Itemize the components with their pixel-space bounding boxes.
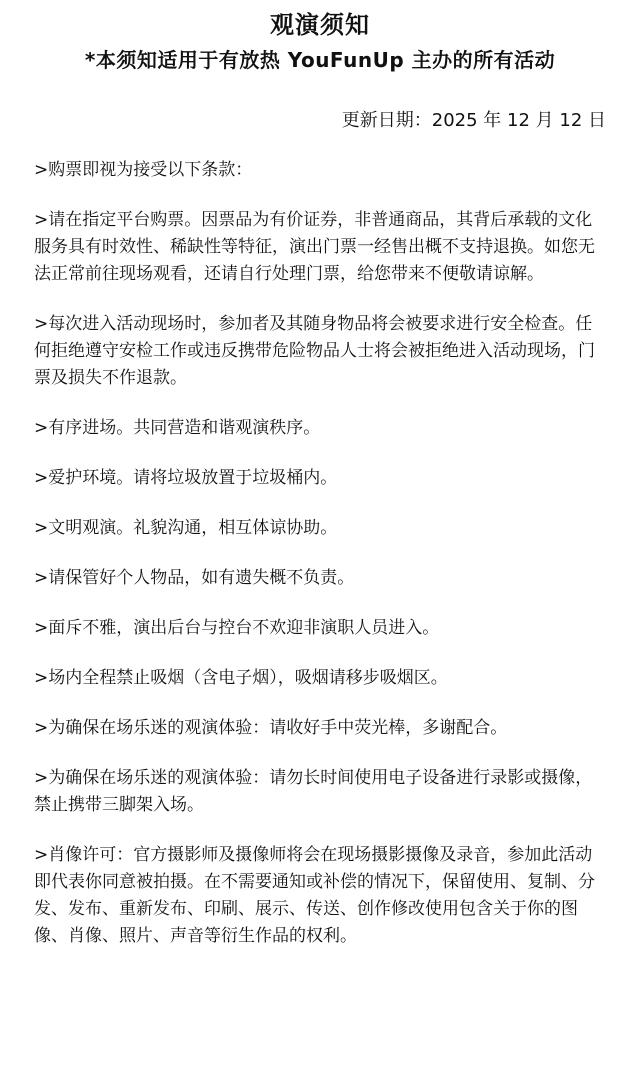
term-orderly-entry: >有序进场。共同营造和谐观演秩序。 xyxy=(34,418,321,438)
term-ticket-purchase: >请在指定平台购票。因票品为有价证券，非普通商品，其背后承载的文化服务具有时效性、稀缺性等特征，演出门票一经售出概不支持退换。如您无法正常前往现场观看，还请自行处理门票，给您带来不便敬请谅解。 xyxy=(34,210,595,284)
term-intro: >购票即视为接受以下条款： xyxy=(34,160,253,180)
term-recording: >为确保在场乐迷的观演体验：请勿长时间使用电子设备进行录影或摄像，禁止携带三脚架入场。 xyxy=(34,768,593,815)
term-civil-viewing: >文明观演。礼貌沟通，相互体谅协助。 xyxy=(34,518,338,538)
term-environment: >爱护环境。请将垃圾放置于垃圾桶内。 xyxy=(34,468,338,488)
document-title: 观演须知 xyxy=(270,11,370,39)
term-portrait-permission: >肖像许可：官方摄影师及摄像师将会在现场摄影摄像及录音，参加此活动即代表你同意被拍摄。在不需要通知或补偿的情况下，保留使用、复制、分发、发布、重新发布、印刷、展示、传送、创作修改使用包含关于你的图像、肖像、照片、声音等衍生作品的权利。 xyxy=(34,845,595,946)
term-personal-belongings: >请保管好个人物品，如有遗失概不负责。 xyxy=(34,568,355,588)
terms-content xyxy=(34,157,608,950)
term-glow-sticks: >为确保在场乐迷的观演体验：请收好手中荧光棒，多谢配合。 xyxy=(34,718,508,738)
term-backstage: >面斥不雅，演出后台与控台不欢迎非演职人员进入。 xyxy=(34,618,440,638)
term-security-check: >每次进入活动现场时，参加者及其随身物品将会被要求进行安全检查。任何拒绝遵守安检工作或违反携带危险物品人士将会被拒绝进入活动现场，门票及损失不作退款。 xyxy=(34,314,595,388)
update-date: 更新日期：2025 年 12 月 12 日 xyxy=(341,110,606,131)
term-no-smoking: >场内全程禁止吸烟（含电子烟），吸烟请移步吸烟区。 xyxy=(34,668,448,688)
document-subtitle: *本须知适用于有放热 YouFunUp 主办的所有活动 xyxy=(84,48,556,72)
